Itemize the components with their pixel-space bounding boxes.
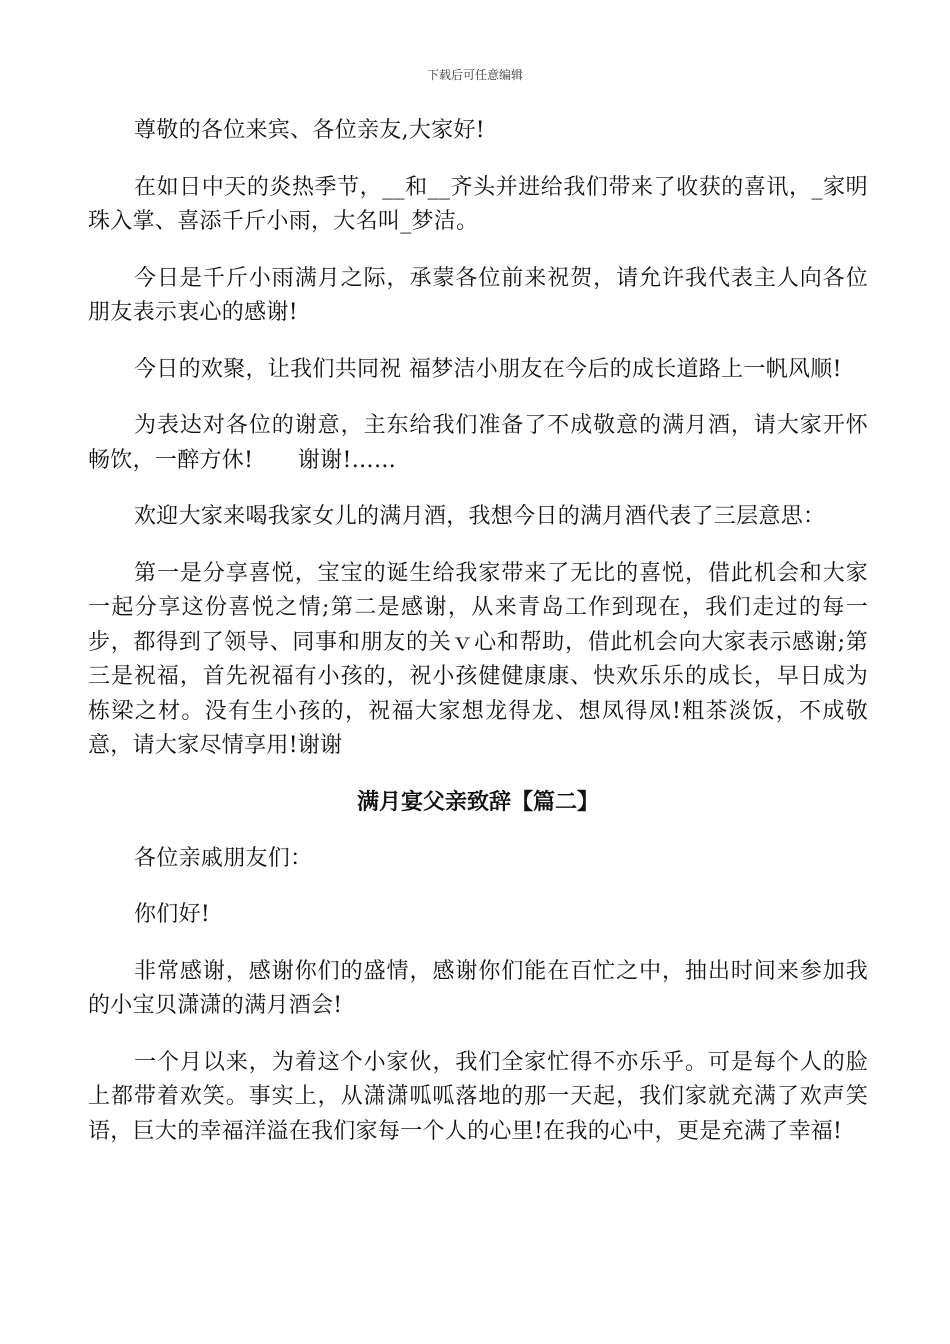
page-header-note: 下载后可任意编辑 [426,68,523,82]
body-paragraph: 今日的欢聚，让我们共同祝 福梦洁小朋友在今后的成长道路上一帆风顺! [134,356,842,382]
body-paragraph: 在如日中天的炎热季节，__和__齐头并进给我们带来了收获的喜讯，_家明珠入掌、喜添千斤小雨，大名叫_梦洁。 [88,174,868,234]
section-title: 满月宴父亲致辞【篇二】 [356,789,599,815]
greeting-paragraph: 各位亲戚朋友们： [134,845,313,871]
body-paragraph: 今日是千斤小雨满月之际，承蒙各位前来祝贺，请允许我代表主人向各位朋友表示衷心的感谢! [88,265,868,325]
body-paragraph: 为表达对各位的谢意，主东给我们准备了不成敬意的满月酒，请大家开怀畅饮，一醉方休! 谢谢!…… [88,413,868,473]
body-paragraph: 欢迎大家来喝我家女儿的满月酒，我想今日的满月酒代表了三层意思： [134,504,826,529]
document-body [88,114,868,1171]
greeting-paragraph: 尊敬的各位来宾、各位亲友,大家好! [134,118,485,143]
greeting-paragraph: 你们好! [134,902,211,927]
body-paragraph: 第一是分享喜悦，宝宝的诞生给我家带来了无比的喜悦，借此机会和大家一起分享这份喜悦之情;第二是感谢，从来青岛工作到现在，我们走过的每一步，都得到了领导、同事和朋友的关ｖ心和帮助，借此机会向大家表示感谢;第三是祝福，首先祝福有小孩的，祝小孩健健康康、快欢乐乐的成长，早日成为栋梁之材。没有生小孩的，祝福大家想龙得龙、想凤得凤!粗茶淡饭，不成敬意，请大家尽情享用!谢谢 [88,560,868,758]
body-paragraph: 非常感谢，感谢你们的盛情，感谢你们能在百忙之中，抽出时间来参加我的小宝贝潇潇的满月酒会! [88,958,868,1018]
body-paragraph: 一个月以来，为着这个小家伙，我们全家忙得不亦乐乎。可是每个人的脸上都带着欢笑。事实上，从潇潇呱呱落地的那一天起，我们家就充满了欢声笑语，巨大的幸福洋溢在我们家每一个人的心里!在我的心中，更是充满了幸福! [88,1049,868,1144]
